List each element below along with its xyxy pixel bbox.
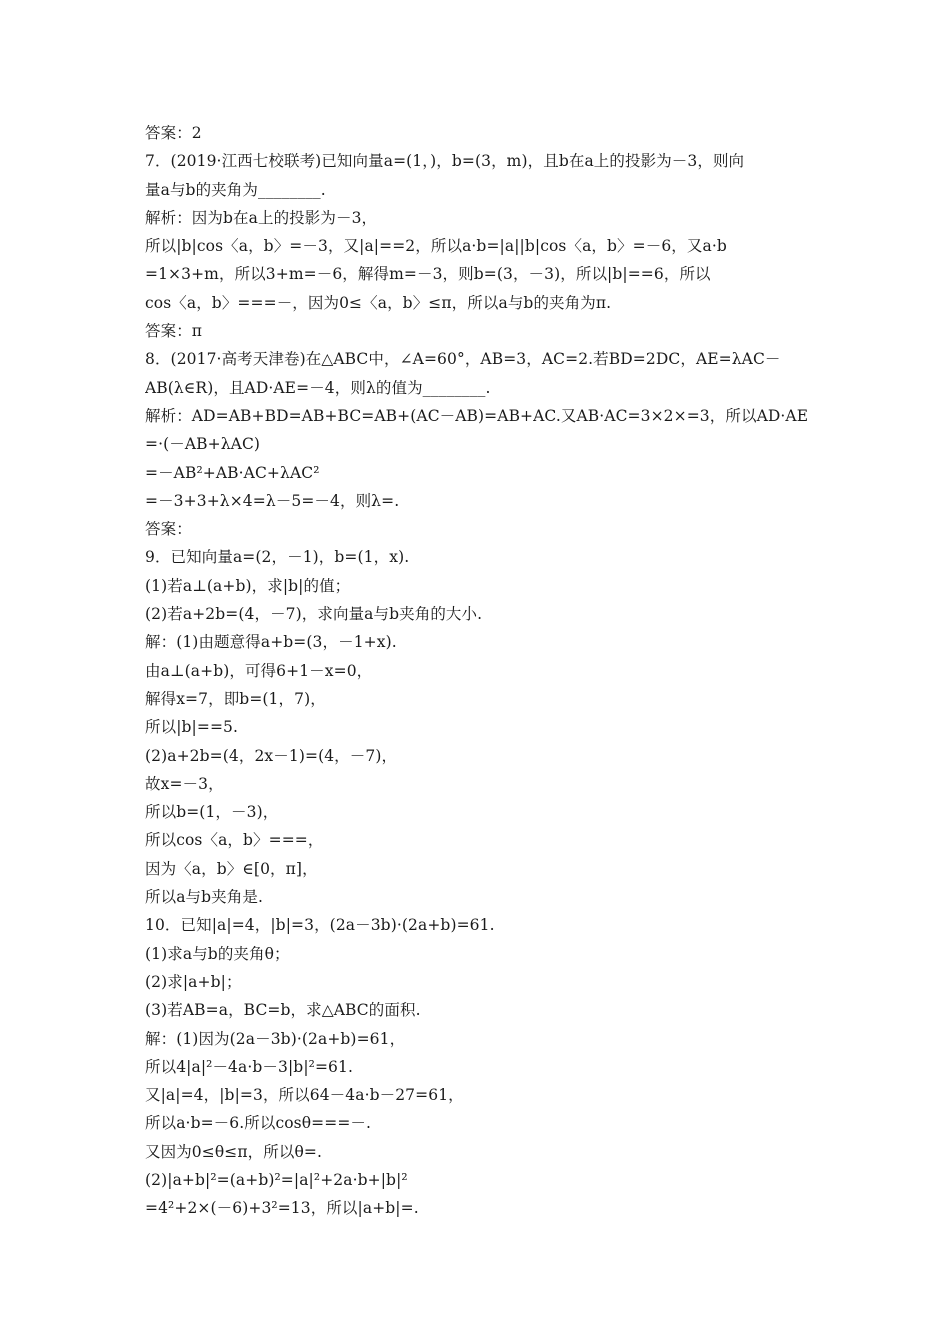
text-line: 解：(1)因为(2a－3b)·(2a+b)=61， (145, 1029, 406, 1048)
text-line: 9．已知向量a=(2，－1)，b=(1，x). (145, 548, 410, 567)
text-line: 所以cos〈a，b〉===， (145, 831, 324, 850)
text-line: 又因为0≤θ≤π，所以θ=. (145, 1142, 323, 1161)
text-line: 解得x=7，即b=(1，7)， (145, 689, 326, 708)
text-line: 所以4|a|²－4a·b－3|b|²=61. (145, 1057, 353, 1076)
text-line: 答案： (145, 520, 192, 539)
text-line: 答案：π (145, 322, 203, 341)
text-line: 因为〈a，b〉∈[0，π]， (145, 859, 318, 878)
text-line: 所以|b|==5. (145, 718, 239, 737)
text-line: 量a与b的夹角为________. (145, 180, 326, 199)
text-line: 所以|b|cos〈a，b〉=－3，又|a|==2，所以a·b=|a||b|cos〈a，b〉=－6，又a·b (145, 237, 727, 256)
text-line: AB(λ∈R)，且AD·AE=－4，则λ的值为________. (145, 378, 491, 397)
text-line: (1)若a⊥(a+b)，求|b|的值； (145, 576, 351, 595)
text-line: 故x=－3， (145, 774, 224, 793)
text-line: (2)若a+2b=(4，－7)，求向量a与b夹角的大小. (145, 605, 483, 624)
text-line: (2)求|a+b|； (145, 972, 242, 991)
text-line: 解析：因为b在a上的投影为－3， (145, 208, 378, 227)
text-line: (1)求a与b的夹角θ； (145, 944, 290, 963)
text-line: =·(－AB+λAC) (145, 435, 261, 454)
text-line: 解：(1)由题意得a+b=(3，－1+x). (145, 633, 397, 652)
text-line: 答案：2 (145, 124, 202, 142)
text-line: =4²+2×(－6)+3²=13，所以|a+b|=. (145, 1199, 419, 1218)
text-line: 10．已知|a|=4，|b|=3，(2a－3b)·(2a+b)=61. (145, 916, 495, 935)
text-line: (2)a+2b=(4，2x－1)=(4，－7)， (145, 746, 398, 765)
text-line: =－AB²+AB·AC+λAC² (145, 463, 320, 482)
document-body (145, 119, 815, 1223)
text-line: (2)|a+b|²=(a+b)²=|a|²+2a·b+|b|² (145, 1170, 408, 1189)
text-line: =－3+3+λ×4=λ－5=－4，则λ=. (145, 491, 400, 510)
text-line: 由a⊥(a+b)，可得6+1－x=0， (145, 661, 373, 680)
text-line: =1×3+m，所以3+m=－6，解得m=－3，则b=(3，－3)，所以|b|==6，所以 (145, 265, 711, 284)
text-line: 解析：AD=AB+BD=AB+BC=AB+(AC－AB)=AB+AC.又AB·AC=3×2×=3，所以AD·AE (145, 406, 809, 425)
text-line: 所以a·b=－6.所以cosθ===－. (145, 1114, 372, 1133)
text-line: 8．(2017·高考天津卷)在△ABC中，∠A=60°，AB=3，AC=2.若BD=2DC，AE=λAC－ (145, 350, 781, 369)
text-line: 所以a与b夹角是. (145, 888, 263, 907)
text-line: 又|a|=4，|b|=3，所以64－4a·b－27=61， (145, 1086, 464, 1105)
text-line: cos〈a，b〉===－，因为0≤〈a，b〉≤π，所以a与b的夹角为π. (145, 293, 612, 312)
text-line: 所以b=(1，－3)， (145, 803, 279, 822)
text-line: 7．(2019·江西七校联考)已知向量a=(1，)，b=(3，m)，且b在a上的投影为－3，则向 (145, 152, 745, 171)
text-line: (3)若AB=a，BC=b，求△ABC的面积. (145, 1001, 421, 1020)
